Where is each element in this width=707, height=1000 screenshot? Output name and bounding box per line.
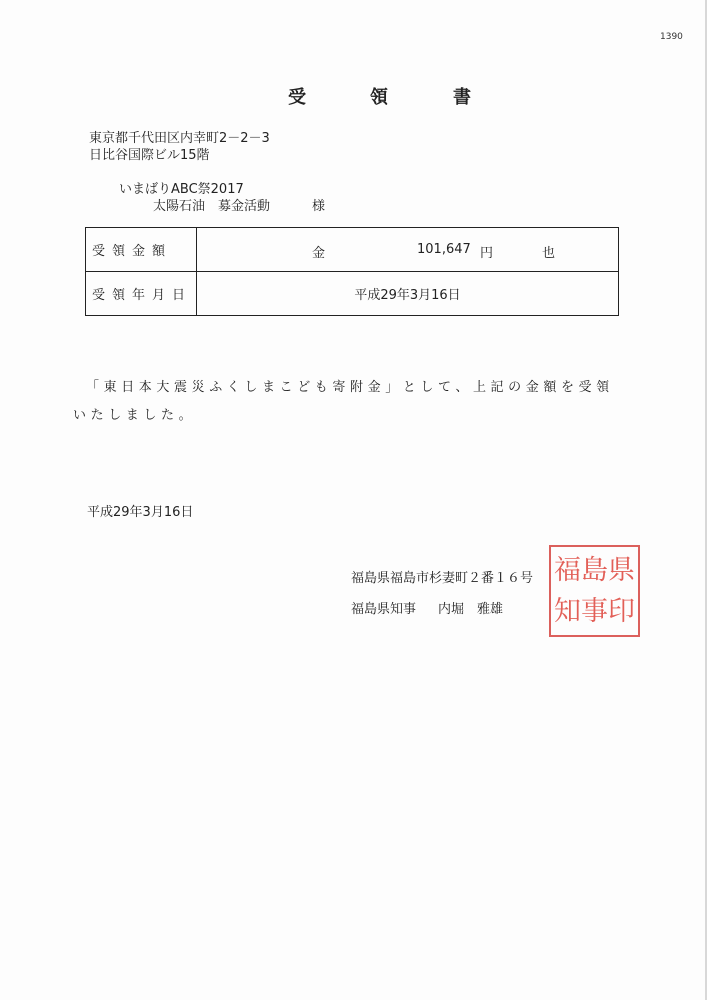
date-label: 受領年月日	[86, 272, 197, 316]
amount-row	[86, 228, 619, 272]
body-line1: 「東日本大震災ふくしまこども寄附金」として、上記の金額を受領	[86, 380, 614, 395]
issuer-address: 福島県福島市杉妻町２番１６号	[351, 571, 534, 586]
amount-label: 受領金額	[86, 228, 197, 272]
seal-char: 印	[608, 596, 635, 627]
amount-suffix: 也	[542, 246, 556, 261]
receipt-table	[85, 227, 619, 316]
seal-char: 福	[554, 555, 581, 586]
recipient-address-line2: 日比谷国際ビル15階	[89, 148, 210, 163]
body-line2: いたしました。	[73, 408, 197, 423]
recipient-org-line1: いまばりABC祭2017	[119, 182, 244, 197]
official-seal	[549, 545, 640, 637]
recipient-honorific: 様	[312, 199, 326, 214]
amount-prefix: 金	[312, 246, 326, 261]
seal-char: 県	[608, 555, 635, 586]
title-char: 書	[453, 87, 471, 108]
seal-char: 島	[581, 555, 608, 586]
issuer-name-line	[351, 598, 503, 617]
issuer-name: 内堀 雅雄	[438, 602, 504, 617]
title-char: 領	[370, 87, 388, 108]
issue-date: 平成29年3月16日	[87, 505, 194, 520]
date-row	[86, 272, 619, 316]
amount-unit: 円	[480, 246, 494, 261]
recipient-address-line1: 東京都千代田区内幸町2－2－3	[89, 131, 270, 146]
seal-char: 知	[554, 596, 581, 627]
page-number: 1390	[660, 32, 683, 42]
title-char: 受	[288, 87, 306, 108]
date-value: 平成29年3月16日	[197, 272, 619, 316]
seal-char: 事	[581, 596, 608, 627]
amount-cell	[197, 228, 619, 272]
amount-value: 101,647	[417, 242, 471, 257]
issuer-title: 福島県知事	[351, 602, 417, 617]
recipient-org-line2: 太陽石油 募金活動	[153, 199, 271, 214]
